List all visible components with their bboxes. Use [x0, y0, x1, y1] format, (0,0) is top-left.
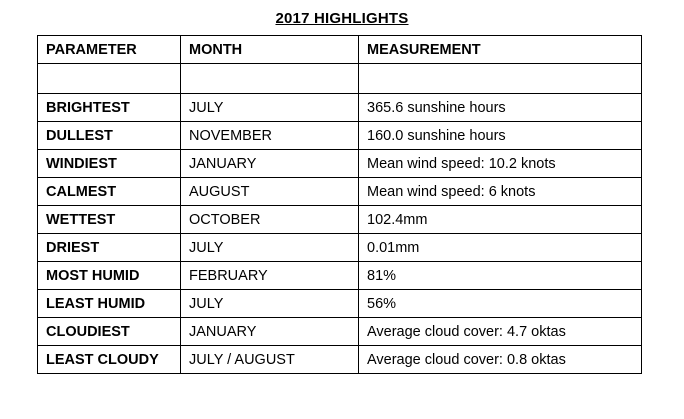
parameter-cell: MOST HUMID [38, 262, 181, 290]
measurement-cell: 160.0 sunshine hours [359, 122, 642, 150]
parameter-cell: BRIGHTEST [38, 94, 181, 122]
measurement-cell: Mean wind speed: 6 knots [359, 178, 642, 206]
table-row [38, 290, 642, 318]
measurement-cell: 0.01mm [359, 234, 642, 262]
table-row [38, 122, 642, 150]
parameter-cell: LEAST HUMID [38, 290, 181, 318]
table-row [38, 234, 642, 262]
month-cell: JANUARY [181, 318, 359, 346]
parameter-cell: LEAST CLOUDY [38, 346, 181, 374]
table-row [38, 150, 642, 178]
table-row [38, 318, 642, 346]
month-cell: JANUARY [181, 150, 359, 178]
header-row [38, 36, 642, 64]
column-header-month: MONTH [181, 36, 359, 64]
parameter-cell: CALMEST [38, 178, 181, 206]
parameter-cell: DRIEST [38, 234, 181, 262]
measurement-cell: Average cloud cover: 4.7 oktas [359, 318, 642, 346]
month-cell: NOVEMBER [181, 122, 359, 150]
table-row [38, 178, 642, 206]
table-row [38, 94, 642, 122]
highlights-table [37, 35, 642, 374]
measurement-cell: 365.6 sunshine hours [359, 94, 642, 122]
empty-cell [38, 64, 181, 94]
month-cell: OCTOBER [181, 206, 359, 234]
month-cell: JULY [181, 290, 359, 318]
table-title: 2017 HIGHLIGHTS [275, 10, 409, 27]
month-cell: FEBRUARY [181, 262, 359, 290]
month-cell: JULY [181, 234, 359, 262]
table-row [38, 206, 642, 234]
parameter-cell: DULLEST [38, 122, 181, 150]
measurement-cell: Mean wind speed: 10.2 knots [359, 150, 642, 178]
measurement-cell: 102.4mm [359, 206, 642, 234]
column-header-parameter: PARAMETER [38, 36, 181, 64]
month-cell: JULY / AUGUST [181, 346, 359, 374]
measurement-cell: 56% [359, 290, 642, 318]
column-header-measurement: MEASUREMENT [359, 36, 642, 64]
empty-row [38, 64, 642, 94]
empty-cell [359, 64, 642, 94]
parameter-cell: WINDIEST [38, 150, 181, 178]
parameter-cell: CLOUDIEST [38, 318, 181, 346]
measurement-cell: 81% [359, 262, 642, 290]
measurement-cell: Average cloud cover: 0.8 oktas [359, 346, 642, 374]
month-cell: AUGUST [181, 178, 359, 206]
table-row [38, 346, 642, 374]
parameter-cell: WETTEST [38, 206, 181, 234]
table-row [38, 262, 642, 290]
month-cell: JULY [181, 94, 359, 122]
empty-cell [181, 64, 359, 94]
